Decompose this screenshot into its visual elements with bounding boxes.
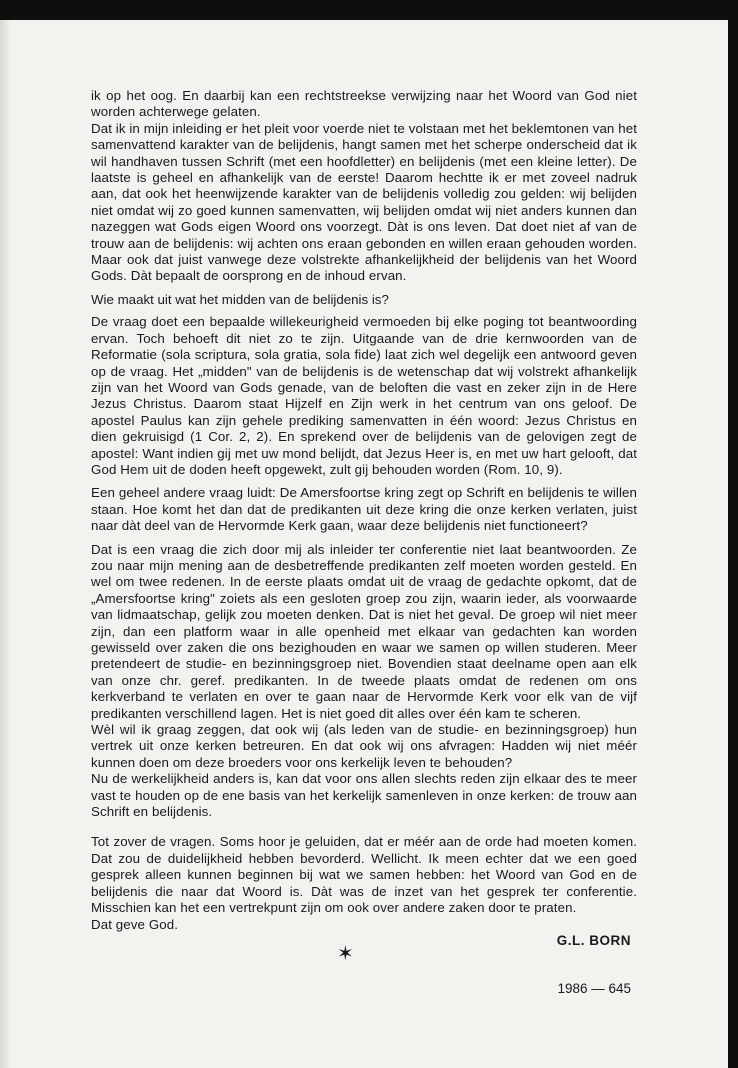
author-name: G.L. BORN bbox=[556, 932, 631, 948]
paragraph-conclusion: Tot zover de vragen. Soms hoor je geluiden, dat er méér aan de orde had moeten komen. Dat zou de duidelijkheid hebben bevorderd. Wellicht. Ik meen echter dat we een goed gesprek alleen kunnen beginnen bij wat we samen hebben: het Woord van God en de belijdenis die naar dat Woord is. Dàt was de inzet van het gesprek ter conferentie. Misschien kan het een vertrekpunt zijn om ook over andere zaken door te praten. bbox=[91, 834, 637, 916]
page-number: 1986 — 645 bbox=[557, 980, 631, 996]
section-gap bbox=[91, 820, 637, 834]
paragraph-reality: Nu de werkelijkheid anders is, kan dat voor ons allen slechts reden zijn elkaar des te meer vast te houden op de ene basis van het kerkelijk samenleven in onze kerken: de trouw aan Schrift en belijdenis. bbox=[91, 771, 637, 820]
paragraph-regret: Wèl wil ik graag zeggen, dat ook wij (als leden van de studie- en bezinningsgroep) hun vertrek uit onze kerken betreuren. En dat ook wij ons afvragen: Hadden wij niet méér kunnen doen om deze broeders voor ons kerkelijk leven te behouden? bbox=[91, 722, 637, 770]
paragraph-closing: Dat geve God. bbox=[91, 916, 179, 932]
scan-border-top bbox=[0, 0, 738, 20]
scan-shadow-left bbox=[0, 20, 10, 1068]
paragraph-intro: ik op het oog. En daarbij kan een rechtstreekse verwijzing naar het Woord van God niet worden achterwege gelaten. bbox=[91, 88, 637, 120]
article-body bbox=[91, 88, 638, 996]
paragraph-answer: Dat is een vraag die zich door mij als inleider ter conferentie niet laat beantwoorden. Ze zou naar mijn mening aan de desbetreffende predikanten zelf moeten worden gesteld. En wel om twee redenen. In de eerste plaats omdat uit de vraag de gedachte opkomt, dat de „Amersfoortse kring" zoiets als een gesloten groep zou zijn, waarin ieder, als voorwaarde van lidmaatschap, gelijk zou moeten denken. Dat is niet het geval. De groep wil niet meer zijn, dan een platform waar in alle openheid met elkaar van gedachten kan worden gewisseld over zaken die ons bezighouden en waar we samen op willen studeren. Meer pretendeert de studie- en bezinningsgroep niet. Bovendien staat deelname open aan elk van onze chr. geref. predikanten. In de tweede plaats omdat de redenen om ons kerkverband te verlaten en over te gaan naar de Hervormde Kerk voor elk van de vijf predikanten verschillend lagen. Het is niet goed dit alles over één kam te scheren. bbox=[91, 541, 637, 721]
question-heading: Wie maakt uit wat het midden van de belijdenis is? bbox=[91, 291, 389, 307]
star-ornament-icon: ✶ bbox=[337, 942, 354, 965]
paragraph-amersfoort-question: Een geheel andere vraag luidt: De Amersfoortse kring zegt op Schrift en belijdenis te willen staan. Hoe komt het dan dat de predikanten uit deze kring die onze kerken verlaten, juist naar dàt deel van de Hervormde Kerk gaan, waar deze belijdenis niet functioneert? bbox=[91, 485, 637, 534]
paragraph-confession-scripture: Dat ik in mijn inleiding er het pleit voor voerde niet te volstaan met het beklemtonen van het samenvattend karakter van de belijdenis, hangt samen met het scherpe onderscheid dat ik wil handhaven tussen Schrift (met een hoofdletter) en belijdenis (met een kleine letter). De laatste is geheel en afhankelijk van de eerste! Daarom hechtte ik er met zoveel nadruk aan, dat ook het heenwijzende karakter van de belijdenis volledig zou gelden: wij belijden niet omdat wij zo goed kunnen samenvatten, wij belijden omdat wij niet anders kunnen dan nazeggen wat Gods eigen Woord ons voorzegt. Dàt is ons leven. Dat doet niet af van de trouw aan de belijdenis: wij achten ons eraan gebonden en willen eraan gehouden worden. Maar ook dat juist vanwege deze volstrekte afhankelijkheid der belijdenis van het Woord Gods. Dàt bepaalt de oorsprong en de inhoud ervan. bbox=[91, 120, 638, 284]
scan-border-right bbox=[728, 0, 738, 1068]
signature-row bbox=[91, 932, 637, 996]
paragraph-midden: De vraag doet een bepaalde willekeurigheid vermoeden bij elke poging tot beantwoording ervan. Toch behoeft dit niet zo te zijn. Uitgaande van de drie kernwoorden van de Reformatie (sola scriptura, sola gratia, sola fide) laat zich wel degelijk een antwoord geven op de vraag. Het „midden" van de belijdenis is de wetenschap dat wij volstrekt afhankelijk zijn van het Woord van Gods genade, van de beloften die vast en zeker zijn in de Here Jezus Christus. Daarom staat Hijzelf en Zijn werk in het centrum van ons geloof. De apostel Paulus kan zijn gehele prediking samenvatten in één woord: Jezus Christus en dien gekruisigd (1 Cor. 2, 2). En sprekend over de belijdenis van de gelovigen zegt de apostel: Want indien gij met uw mond belijdt, dat Jezus Heer is, en met uw hart gelooft, dat God Hem uit de doden heeft opgewekt, zult gij behouden worden (Rom. 10, 9). bbox=[91, 314, 637, 477]
